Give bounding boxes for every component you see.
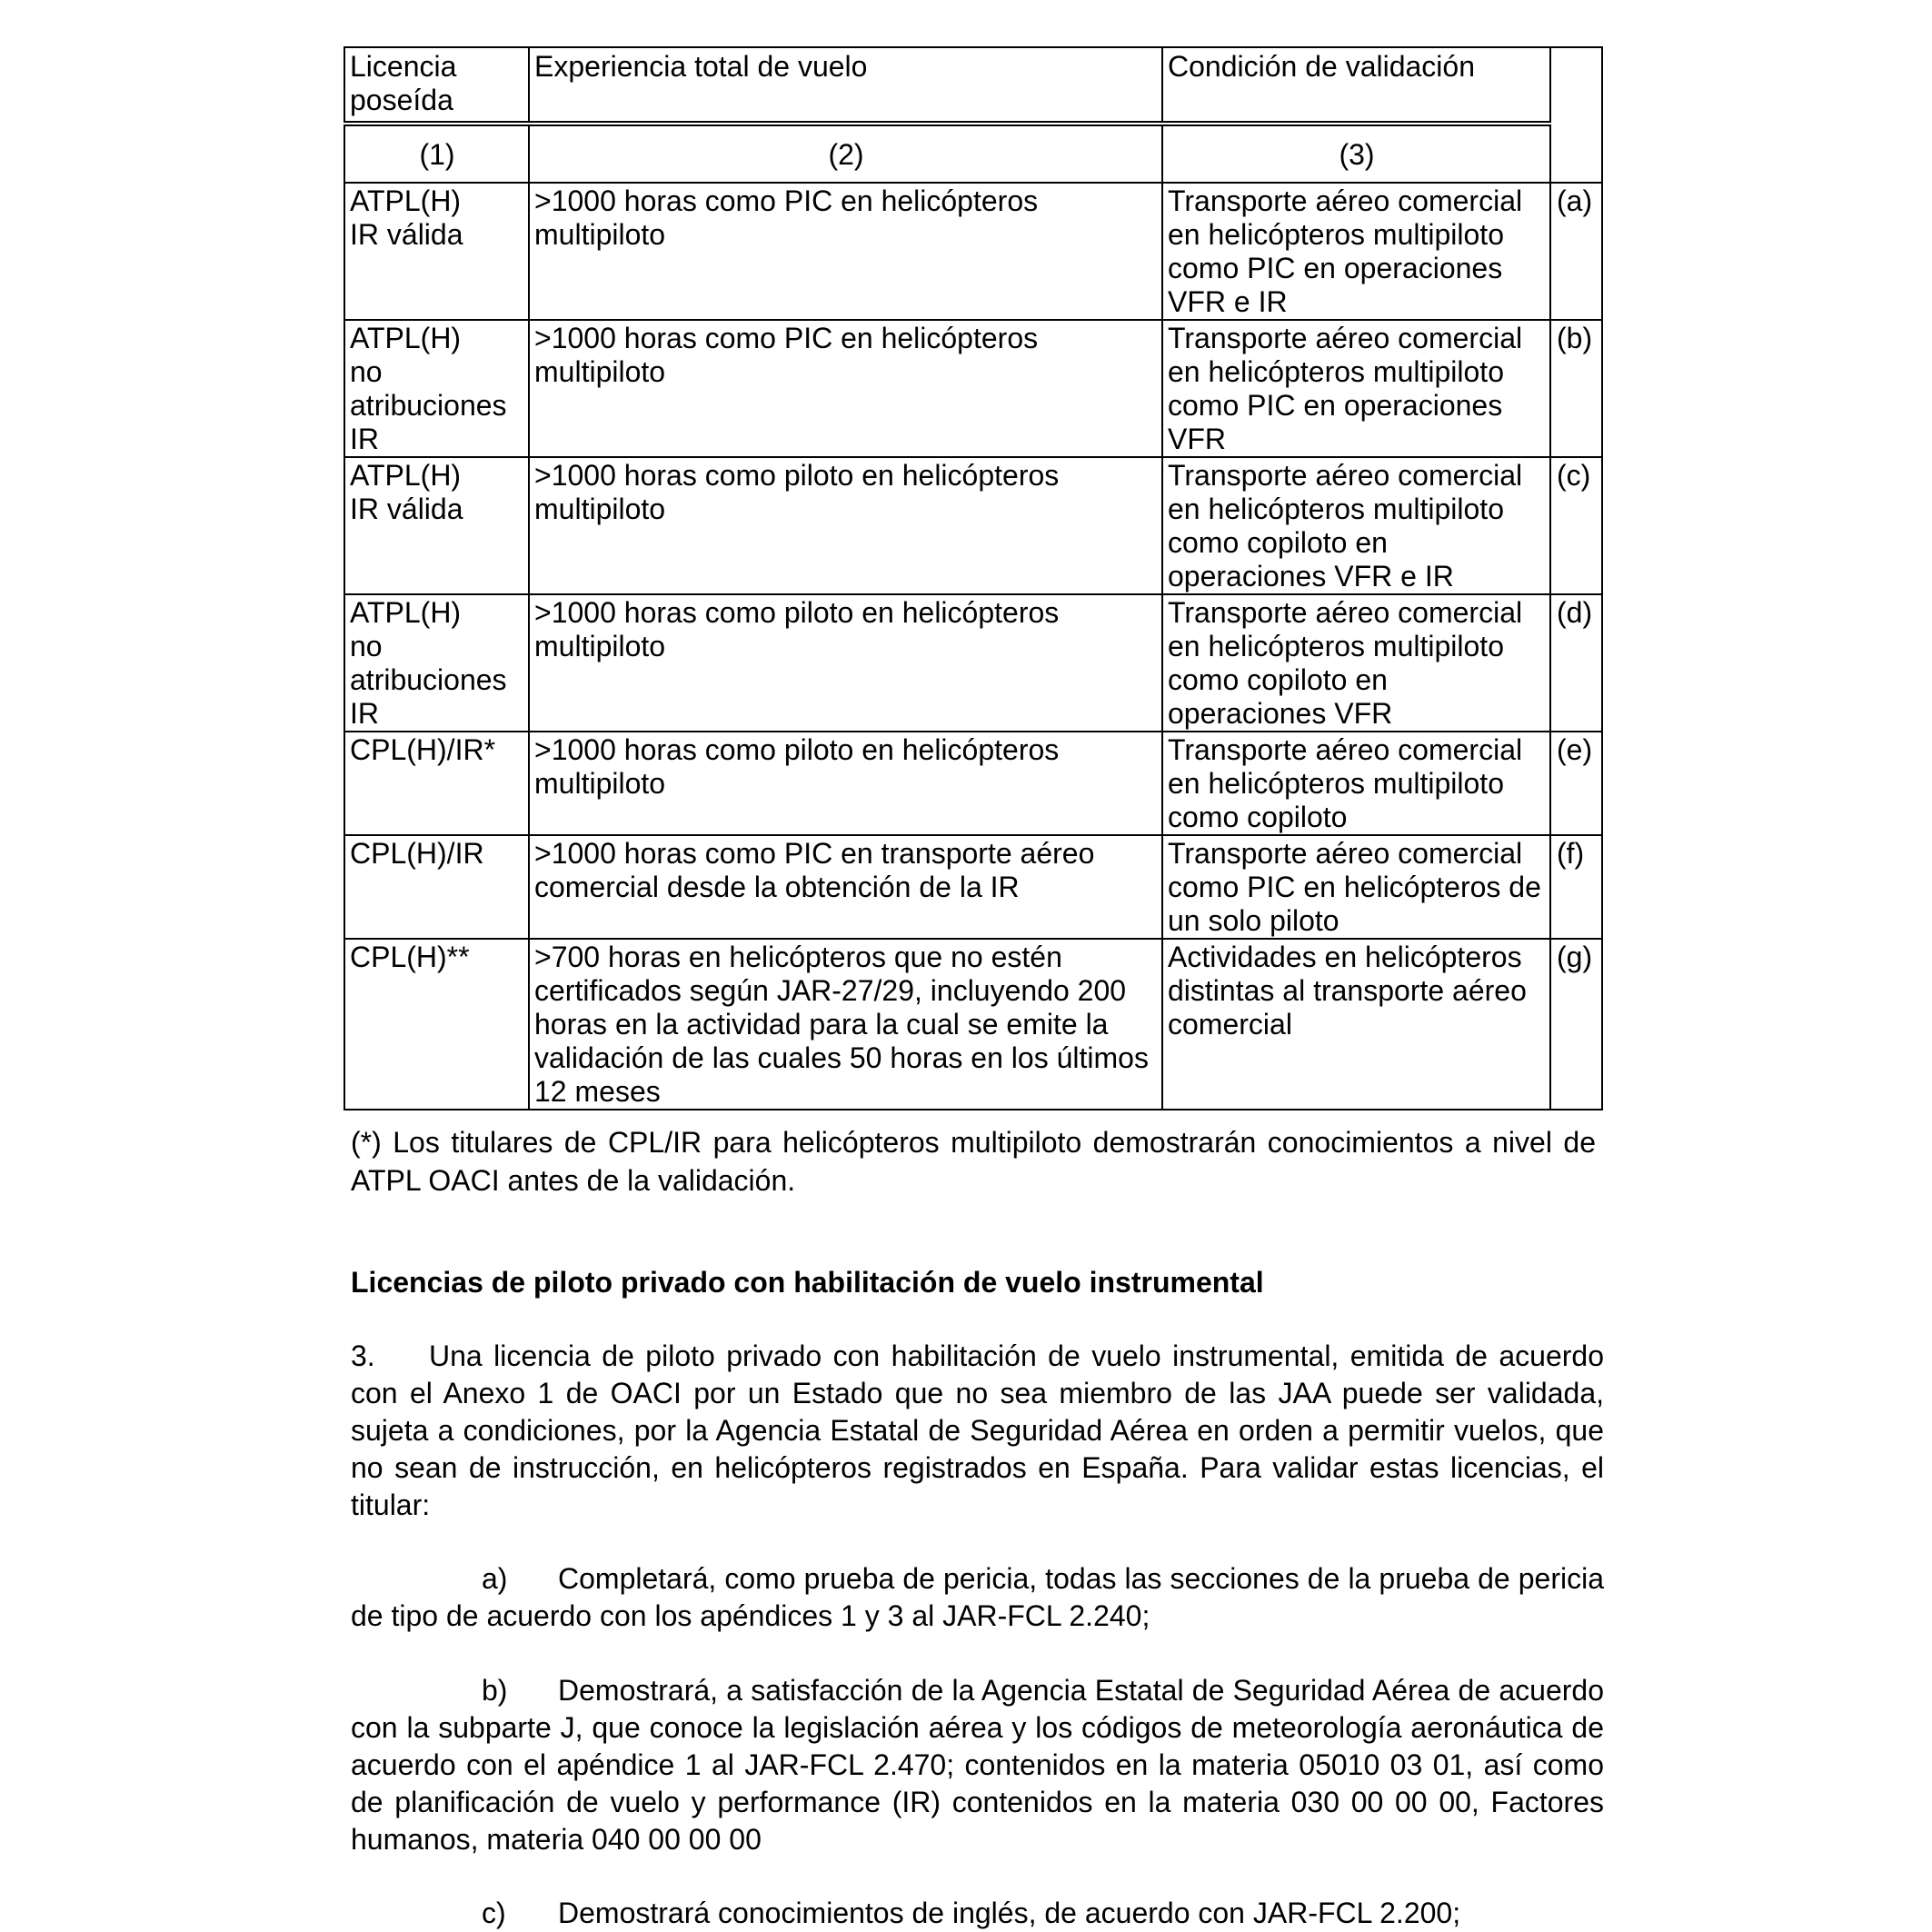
cell-condicion: Transporte aéreo comercial en helicópteros multipiloto como PIC en operaciones VFR e IR (1162, 183, 1550, 320)
cell-condicion: Transporte aéreo comercial en helicópteros multipiloto como PIC en operaciones VFR (1162, 320, 1550, 457)
table-row (344, 594, 1602, 732)
list-item (351, 1895, 1604, 1932)
cell-condicion: Transporte aéreo comercial en helicópteros multipiloto como copiloto en operaciones VFR e IR (1162, 457, 1550, 594)
table-header-row (344, 47, 1602, 124)
cell-experiencia: >1000 horas como piloto en helicópteros multipiloto (529, 732, 1162, 835)
list-item-text: Demostrará, a satisfacción de la Agencia Estatal de Seguridad Aérea de acuerdo con la subparte J, que conoce la legislación aérea y los códigos de meteorología aeronáutica de acuerdo con el apéndice 1 al JAR-FCL 2.470; contenidos en la materia 05010 03 01, así como de planificación de vuelo y performance (IR) contenidos en la materia 030 00 00 00, Factores humanos, materia 040 00 00 00 (351, 1674, 1604, 1856)
list-item-text: Demostrará conocimientos de inglés, de acuerdo con JAR-FCL 2.200; (558, 1897, 1461, 1929)
cell-experiencia: >1000 horas como PIC en transporte aéreo comercial desde la obtención de la IR (529, 835, 1162, 939)
cell-letra: (c) (1550, 457, 1602, 594)
cell-letra: (b) (1550, 320, 1602, 457)
cell-licencia: CPL(H)/IR* (344, 732, 529, 835)
cell-letra: (d) (1550, 594, 1602, 732)
cell-licencia: ATPL(H) no atribuciones IR (344, 320, 529, 457)
cell-condicion: Transporte aéreo comercial como PIC en helicópteros de un solo piloto (1162, 835, 1550, 939)
header-experiencia: Experiencia total de vuelo (529, 47, 1162, 124)
list-item (351, 1560, 1604, 1635)
cell-letra: (a) (1550, 183, 1602, 320)
cell-licencia: ATPL(H) IR válida (344, 457, 529, 594)
table-row (344, 939, 1602, 1110)
list-item-text: Completará, como prueba de pericia, todas las secciones de la prueba de pericia de tipo de acuerdo con los apéndices 1 y 3 al JAR-FCL 2.240; (351, 1562, 1604, 1632)
cell-letra: (e) (1550, 732, 1602, 835)
table-footnote: (*) Los titulares de CPL/IR para helicópteros multipiloto demostrarán conocimientos a nivel de ATPL OACI antes de la validación. (351, 1126, 1596, 1197)
header-letter-cell (1550, 47, 1602, 124)
section-heading: Licencias de piloto privado con habilitación de vuelo instrumental (351, 1266, 1264, 1299)
list-item-label: b) (482, 1674, 508, 1707)
cell-experiencia: >700 horas en helicópteros que no estén certificados según JAR-27/29, incluyendo 200 horas en la actividad para la cual se emite la validación de las cuales 50 horas en los últimos 12 meses (529, 939, 1162, 1110)
cell-experiencia: >1000 horas como PIC en helicópteros multipiloto (529, 183, 1162, 320)
table-row (344, 835, 1602, 939)
cell-experiencia: >1000 horas como piloto en helicópteros multipiloto (529, 457, 1162, 594)
table-row (344, 183, 1602, 320)
list-item-label: c) (482, 1897, 506, 1929)
table-row (344, 457, 1602, 594)
validation-table (344, 46, 1603, 1110)
cell-condicion: Actividades en helicópteros distintas al transporte aéreo comercial (1162, 939, 1550, 1110)
paragraph-number: 3. (351, 1339, 375, 1372)
cell-licencia: CPL(H)** (344, 939, 529, 1110)
column-number-letter-cell (1550, 124, 1602, 183)
table-row (344, 320, 1602, 457)
cell-experiencia: >1000 horas como piloto en helicópteros multipiloto (529, 594, 1162, 732)
list-item (351, 1672, 1604, 1858)
cell-experiencia: >1000 horas como PIC en helicópteros multipiloto (529, 320, 1162, 457)
cell-letra: (g) (1550, 939, 1602, 1110)
cell-licencia: ATPL(H) no atribuciones IR (344, 594, 529, 732)
table-column-numbers-row (344, 124, 1602, 183)
cell-licencia: ATPL(H) IR válida (344, 183, 529, 320)
header-condicion: Condición de validación (1162, 47, 1550, 124)
column-number-2: (2) (529, 124, 1162, 183)
paragraph-3 (351, 1338, 1604, 1524)
list-item-label: a) (482, 1562, 508, 1595)
cell-letra: (f) (1550, 835, 1602, 939)
cell-condicion: Transporte aéreo comercial en helicópteros multipiloto como copiloto (1162, 732, 1550, 835)
column-number-3: (3) (1162, 124, 1550, 183)
cell-licencia: CPL(H)/IR (344, 835, 529, 939)
cell-condicion: Transporte aéreo comercial en helicópteros multipiloto como copiloto en operaciones VFR (1162, 594, 1550, 732)
table-row (344, 732, 1602, 835)
paragraph-text: Una licencia de piloto privado con habilitación de vuelo instrumental, emitida de acuerdo con el Anexo 1 de OACI por un Estado que no sea miembro de las JAA puede ser validada, sujeta a condiciones, por la Agencia Estatal de Seguridad Aérea en orden a permitir vuelos, que no sean de instrucción, en helicópteros registrados en España. Para validar estas licencias, el titular: (351, 1339, 1604, 1521)
column-number-1: (1) (344, 124, 529, 183)
header-licencia: Licencia poseída (344, 47, 529, 124)
